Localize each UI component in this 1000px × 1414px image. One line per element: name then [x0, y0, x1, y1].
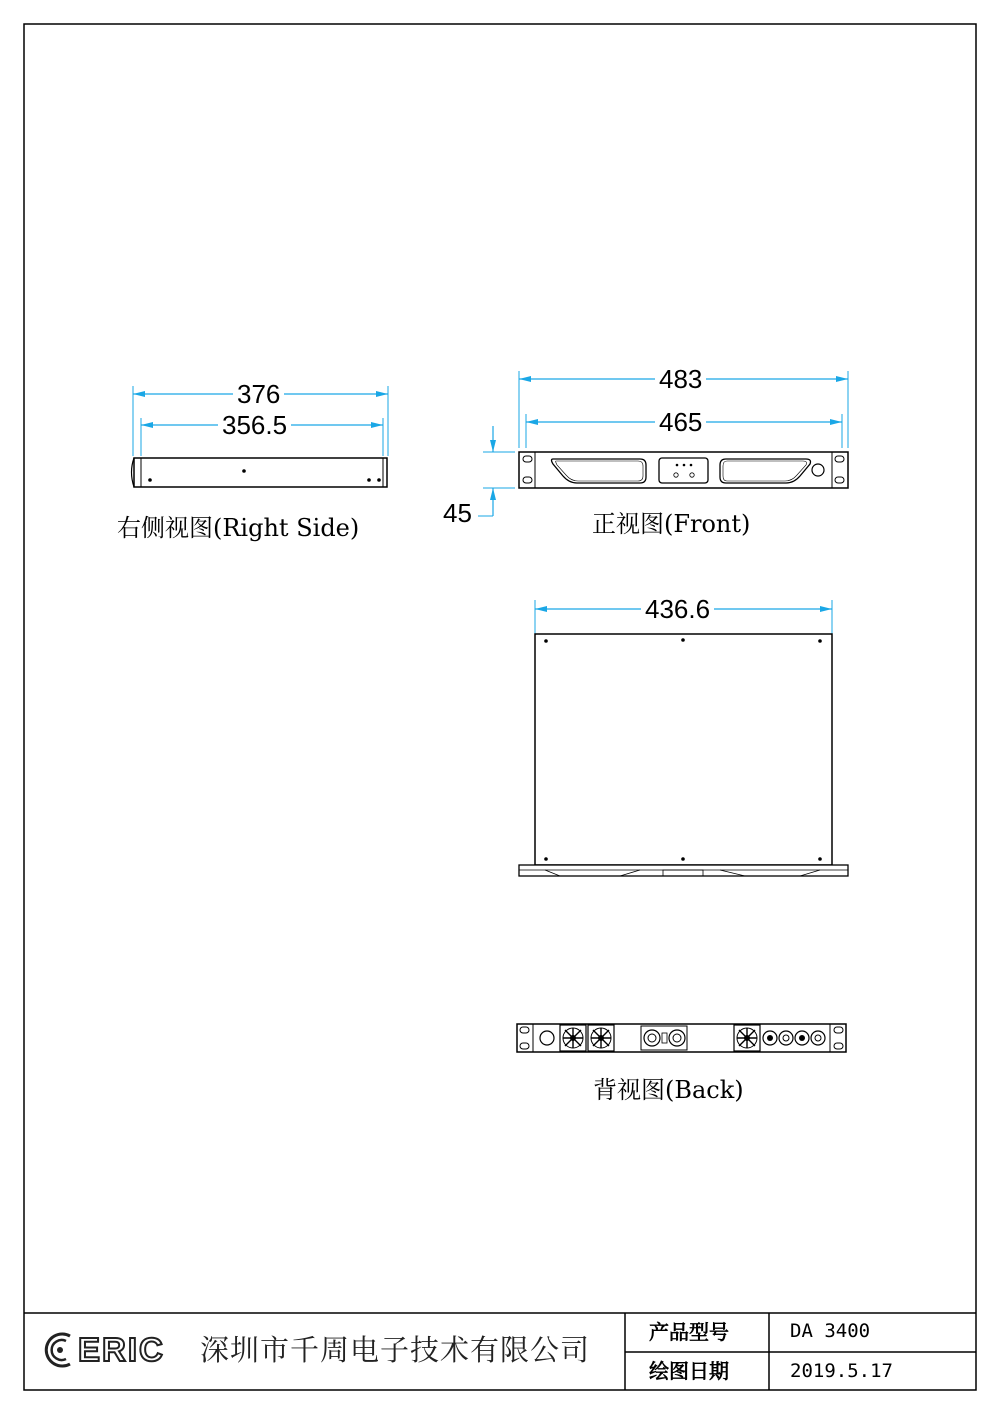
back-view-title: 背视图(Back)	[593, 1076, 744, 1104]
back-view	[517, 1024, 846, 1052]
dimension-front-inner: 465	[655, 409, 706, 435]
front-view-title: 正视图(Front)	[592, 510, 751, 538]
company-logo-text: ERIC	[78, 1331, 165, 1368]
top-cover-outline	[535, 634, 832, 865]
side-panel-outline	[134, 458, 387, 487]
dimension-front-total: 483	[655, 366, 706, 392]
right-side-view-title: 右侧视图(Right Side)	[117, 514, 360, 542]
dimension-right-side-inner: 356.5	[218, 412, 291, 438]
sheet-border	[24, 24, 976, 1390]
company-logo-mark	[46, 1334, 70, 1366]
dimension-top-width: 436.6	[641, 596, 714, 622]
dimension-right-side-total: 376	[233, 381, 284, 407]
date-value: 2019.5.17	[790, 1360, 893, 1382]
top-view	[519, 600, 848, 876]
back-fan-right	[734, 1025, 760, 1051]
dimension-front-height: 45	[443, 498, 472, 528]
date-label: 绘图日期	[649, 1359, 729, 1383]
model-value: DA 3400	[790, 1320, 871, 1342]
company-name: 深圳市千周电子技术有限公司	[200, 1333, 591, 1367]
model-label: 产品型号	[649, 1320, 729, 1344]
